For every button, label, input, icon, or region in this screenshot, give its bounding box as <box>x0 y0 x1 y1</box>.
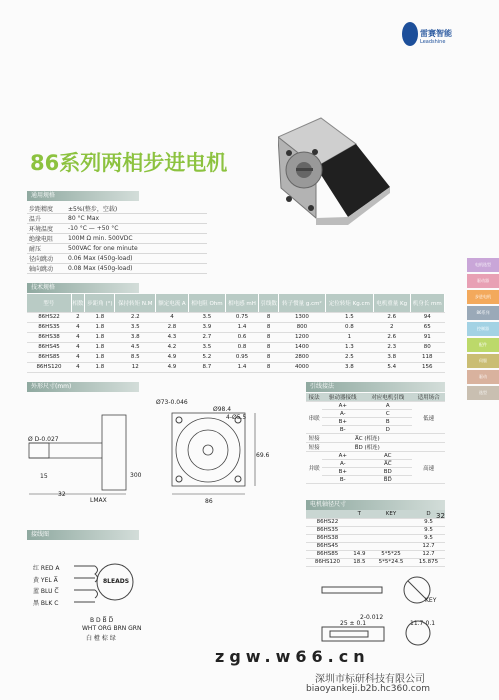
cell: 8.5 <box>115 352 156 362</box>
cell: 8.7 <box>188 362 225 372</box>
cell: 5*5*24.5 <box>370 558 412 566</box>
cell: 9.5 <box>412 534 445 542</box>
col-holding-torque: 保持转矩 N.M <box>115 294 156 312</box>
spec-row <box>27 214 207 224</box>
cell: 2.3 <box>373 342 410 352</box>
cell: A̅C̅ <box>363 460 412 468</box>
cell: 18.5 <box>349 558 370 566</box>
cell: 86HS45 <box>27 342 71 352</box>
side-tab[interactable]: 驱动器 <box>467 274 499 288</box>
cell: 4.2 <box>156 342 189 352</box>
cell: 0.8 <box>226 342 259 352</box>
table-header-row <box>306 393 445 402</box>
cell: 短接 <box>306 434 322 443</box>
cell: 接法 <box>306 393 322 402</box>
col-detent-torque: 定位转矩 Kg.cm <box>325 294 373 312</box>
technical-specs-table <box>27 294 445 373</box>
cell: 1.8 <box>85 332 115 342</box>
cell: 2.7 <box>188 332 225 342</box>
spec-key: 径向跳动 <box>29 256 54 263</box>
cell: 1.8 <box>85 322 115 332</box>
cell: 1.8 <box>85 352 115 362</box>
cell: 串联 <box>306 402 322 434</box>
shaft-table <box>306 510 445 567</box>
wiring-table <box>306 393 445 484</box>
page-title: 86系列两相步进电机 <box>30 151 228 175</box>
cell: 5.2 <box>188 352 225 362</box>
table-row <box>27 342 445 352</box>
spec-row <box>27 254 207 264</box>
wire-pin: A̅ <box>53 576 58 584</box>
dim-label: 15 <box>40 473 48 480</box>
side-tab[interactable]: 步进电机 <box>467 290 499 304</box>
cell: A+ <box>322 402 363 410</box>
wire-item <box>33 563 60 575</box>
table-row <box>306 526 445 534</box>
cell: C <box>363 410 412 418</box>
dim-label: 69.6 <box>256 452 270 459</box>
cell: 适用场合 <box>412 393 445 402</box>
cell: A̅C (相连) <box>322 434 412 443</box>
spec-row <box>27 264 207 274</box>
cell: 短接 <box>306 443 322 452</box>
table-row <box>306 402 445 410</box>
cell: 4 <box>71 322 85 332</box>
spec-value: ±5%(整步，空载) <box>68 206 118 213</box>
side-tab[interactable]: 控制器 <box>467 322 499 336</box>
table-row <box>27 352 445 362</box>
wire-pin: C̅ <box>54 588 59 595</box>
wire-item <box>33 575 60 587</box>
shaft-heading: 电机轴径尺寸 <box>306 500 445 510</box>
cell: 1.4 <box>226 322 259 332</box>
cell <box>370 534 412 542</box>
spec-key: 环境温度 <box>29 226 54 233</box>
cell: A- <box>322 460 363 468</box>
cell: B <box>363 418 412 426</box>
cell: B- <box>322 476 363 484</box>
cell: KEY <box>370 510 412 518</box>
cell: 1.8 <box>85 312 115 322</box>
motor-image <box>278 105 393 235</box>
cell: 2 <box>71 312 85 322</box>
cell: 94 <box>410 312 444 322</box>
spec-value: 0.08 Max (450g-load) <box>68 265 133 272</box>
watermark-site: zgw.w66.cn <box>215 647 370 666</box>
spec-row <box>27 204 207 214</box>
cell <box>349 526 370 534</box>
cell: 对应电机引线 <box>363 393 412 402</box>
cell: 8 <box>259 342 279 352</box>
cell: 3.5 <box>188 342 225 352</box>
cell: 2.2 <box>115 312 156 322</box>
cell: 3.5 <box>115 322 156 332</box>
cell: A <box>363 402 412 410</box>
cell <box>370 542 412 550</box>
cell: D <box>363 426 412 434</box>
wire-item <box>33 586 60 598</box>
wire-list <box>33 563 60 609</box>
wire-color: 蓝 BLU <box>33 588 53 595</box>
col-leads: 引线数 <box>259 294 279 312</box>
table-row <box>306 443 445 452</box>
cell: D <box>412 510 445 518</box>
cell: 1 <box>325 332 373 342</box>
table-row <box>306 518 445 526</box>
wire-color: 红 RED <box>33 565 54 572</box>
cell: 4.9 <box>156 362 189 372</box>
cell: 2.6 <box>373 312 410 322</box>
dim-label: 25 ± 0.1 <box>340 620 367 627</box>
cell: 1.8 <box>85 362 115 372</box>
cell: AC <box>363 452 412 460</box>
cell: 1.3 <box>325 342 373 352</box>
cell: 3.9 <box>188 322 225 332</box>
cell: 3.5 <box>188 312 225 322</box>
cell: A+ <box>322 452 363 460</box>
table-row <box>306 558 445 566</box>
dim-label: Ø D-0.027 <box>28 436 59 443</box>
dim-label: 11.7-0.1 <box>410 620 436 627</box>
col-rated-current: 额定电流 A <box>156 294 189 312</box>
table-row <box>27 332 445 342</box>
col-length: 机身长 mm <box>410 294 444 312</box>
cell: 2.8 <box>156 322 189 332</box>
cell: 86HS85 <box>306 550 349 558</box>
dim-label: 2-0.012 <box>360 614 384 621</box>
wire-bottom-cn: 白 橙 棕 绿 <box>86 635 116 642</box>
key-drawing <box>312 575 452 650</box>
wire-pin: A <box>55 565 60 572</box>
cell: 4 <box>71 332 85 342</box>
cell: T <box>349 510 370 518</box>
cell: 8 <box>259 312 279 322</box>
col-model: 型号 <box>27 294 71 312</box>
cell: 86HS38 <box>27 332 71 342</box>
cell: 0.75 <box>226 312 259 322</box>
brand-cn: 雷赛智能 <box>420 29 452 38</box>
cell: 1.5 <box>325 312 373 322</box>
technical-specs-heading: 技术规格 <box>27 283 139 293</box>
table-header-row <box>306 510 445 518</box>
cell: B+ <box>322 468 363 476</box>
cell: 0.95 <box>226 352 259 362</box>
cell: B+ <box>322 418 363 426</box>
cell: 2.5 <box>325 352 373 362</box>
watermark-company: 深圳市标研科技有限公司 <box>315 674 425 685</box>
dim-label: 86 <box>205 498 213 505</box>
cell: 4000 <box>279 362 326 372</box>
leads-label: 8LEADS <box>103 578 130 585</box>
cell: 91 <box>410 332 444 342</box>
cell: 高速 <box>412 452 445 484</box>
wire-bottom-en: WHT ORG BRN GRN <box>82 625 142 632</box>
cell: 65 <box>410 322 444 332</box>
spec-value: 100M Ω min. 500VDC <box>68 235 133 242</box>
side-tab[interactable]: 86系列 <box>467 306 499 320</box>
cell: BD <box>363 468 412 476</box>
cell: 86HS45 <box>306 542 349 550</box>
spec-value: 0.06 Max (450g-load) <box>68 255 133 262</box>
dim-label: LMAX <box>90 497 107 504</box>
cell: 1400 <box>279 342 326 352</box>
cell: 9.5 <box>412 526 445 534</box>
wire-color: 黄 YEL <box>33 576 52 584</box>
wire-pin: C <box>54 599 59 607</box>
dim-label: 32 <box>58 491 66 498</box>
cell: 3.8 <box>373 352 410 362</box>
cell: 2.6 <box>373 332 410 342</box>
cell: B̅D̅ <box>363 476 412 484</box>
spec-key: 温升 <box>29 216 42 223</box>
side-tab[interactable]: 驱动 <box>467 370 499 384</box>
wire-color: 黑 BLK <box>33 599 53 607</box>
cell: 5.4 <box>373 362 410 372</box>
cell: B̅D (相连) <box>322 443 412 452</box>
cell: 86HS22 <box>306 518 349 526</box>
col-phase: 相数 <box>71 294 85 312</box>
cell: 4 <box>156 312 189 322</box>
dimensions-heading: 外形尺寸(mm) <box>27 382 139 392</box>
cell: 3.8 <box>325 362 373 372</box>
spec-row <box>27 244 207 254</box>
cell: 86HS38 <box>306 534 349 542</box>
side-tab[interactable]: 选型 <box>467 386 499 400</box>
leadshine-logo-icon <box>402 22 418 46</box>
cell: A- <box>322 410 363 418</box>
wiring-heading: 引线接法 <box>306 382 445 392</box>
cell <box>349 542 370 550</box>
cell: 12.7 <box>412 542 445 550</box>
cell: 86HS22 <box>27 312 71 322</box>
cell: 驱动器接线 <box>322 393 363 402</box>
spec-key: 耐压 <box>29 246 42 253</box>
spec-row <box>27 224 207 234</box>
general-specs-heading: 通用规格 <box>27 191 139 201</box>
cell: 0.6 <box>226 332 259 342</box>
dim-label: 4-Ø5.5 <box>226 414 247 421</box>
cell: 8 <box>259 332 279 342</box>
wire-item <box>33 598 60 610</box>
cell: 4.9 <box>156 352 189 362</box>
spec-key: 轴向跳动 <box>29 266 54 273</box>
cell: 8 <box>259 362 279 372</box>
cell: 86HS85 <box>27 352 71 362</box>
cell: 1.8 <box>85 342 115 352</box>
col-rotor-inertia: 转子惯量 g.cm² <box>279 294 326 312</box>
cell: 4 <box>71 352 85 362</box>
spec-value: 500VAC for one minute <box>68 245 138 252</box>
dim-label: 300 <box>130 472 142 479</box>
cell: 118 <box>410 352 444 362</box>
spec-key: 绝缘电阻 <box>29 236 54 243</box>
col-weight: 电机重量 Kg <box>373 294 410 312</box>
cell: 2 <box>373 322 410 332</box>
cell: 800 <box>279 322 326 332</box>
table-row <box>306 542 445 550</box>
spec-row <box>27 234 207 244</box>
spec-value: -10 °C — +50 °C <box>68 225 119 232</box>
cell: 14.9 <box>349 550 370 558</box>
cell <box>349 518 370 526</box>
cell: 8 <box>259 352 279 362</box>
cell: 并联 <box>306 452 322 484</box>
cell: 86HS35 <box>306 526 349 534</box>
col-step-angle: 步距角 (°) <box>85 294 115 312</box>
side-tab[interactable]: 配件 <box>467 338 499 352</box>
cell: 156 <box>410 362 444 372</box>
cell: 4 <box>71 342 85 352</box>
cell: 12 <box>115 362 156 372</box>
spec-key: 步距精度 <box>29 206 54 213</box>
brand-en: Leadshine <box>420 39 446 45</box>
cell: 80 <box>410 342 444 352</box>
dim-label: Ø73-0.046 <box>156 399 188 406</box>
cell: 86HS120 <box>306 558 349 566</box>
table-header-row <box>27 294 445 312</box>
cell: 1300 <box>279 312 326 322</box>
cell: 1.4 <box>226 362 259 372</box>
cell: 86HS35 <box>27 322 71 332</box>
side-tab[interactable]: 伺服 <box>467 354 499 368</box>
cell <box>370 526 412 534</box>
diagram-heading: 接线图 <box>27 530 139 540</box>
cell: 3.8 <box>115 332 156 342</box>
table-row <box>27 322 445 332</box>
cell: 8 <box>259 322 279 332</box>
table-row <box>306 534 445 542</box>
page-number: 32 <box>436 512 445 520</box>
cell: 低速 <box>412 402 445 434</box>
col-phase-resistance: 相电阻 Ohm <box>188 294 225 312</box>
cell: 86HS120 <box>27 362 71 372</box>
cell: 4.5 <box>115 342 156 352</box>
key-label: KEY <box>425 597 437 604</box>
watermark-url: biaoyankeji.b2b.hc360.com <box>306 684 430 694</box>
cell <box>306 510 349 518</box>
cell: B- <box>322 426 363 434</box>
cell: 4 <box>71 362 85 372</box>
table-row <box>306 550 445 558</box>
cell <box>370 518 412 526</box>
side-tab[interactable]: 电机选型 <box>467 258 499 272</box>
cell: 5*5*25 <box>370 550 412 558</box>
general-specs-list <box>27 204 207 274</box>
cell: 12.7 <box>412 550 445 558</box>
cell: 1200 <box>279 332 326 342</box>
cell: 9.5 <box>412 518 445 526</box>
table-row <box>306 434 445 443</box>
cell: 0.8 <box>325 322 373 332</box>
spec-value: 80 °C Max <box>68 215 100 222</box>
table-row <box>27 362 445 372</box>
table-row <box>27 312 445 322</box>
cell: 4.3 <box>156 332 189 342</box>
cell: 2800 <box>279 352 326 362</box>
dim-label: Ø98.4 <box>213 406 232 413</box>
cell <box>349 534 370 542</box>
col-phase-inductance: 相电感 mH <box>226 294 259 312</box>
cell: 15.875 <box>412 558 445 566</box>
wire-bottom-labels: B D B̅ D̅ <box>90 617 114 624</box>
table-row <box>306 452 445 460</box>
